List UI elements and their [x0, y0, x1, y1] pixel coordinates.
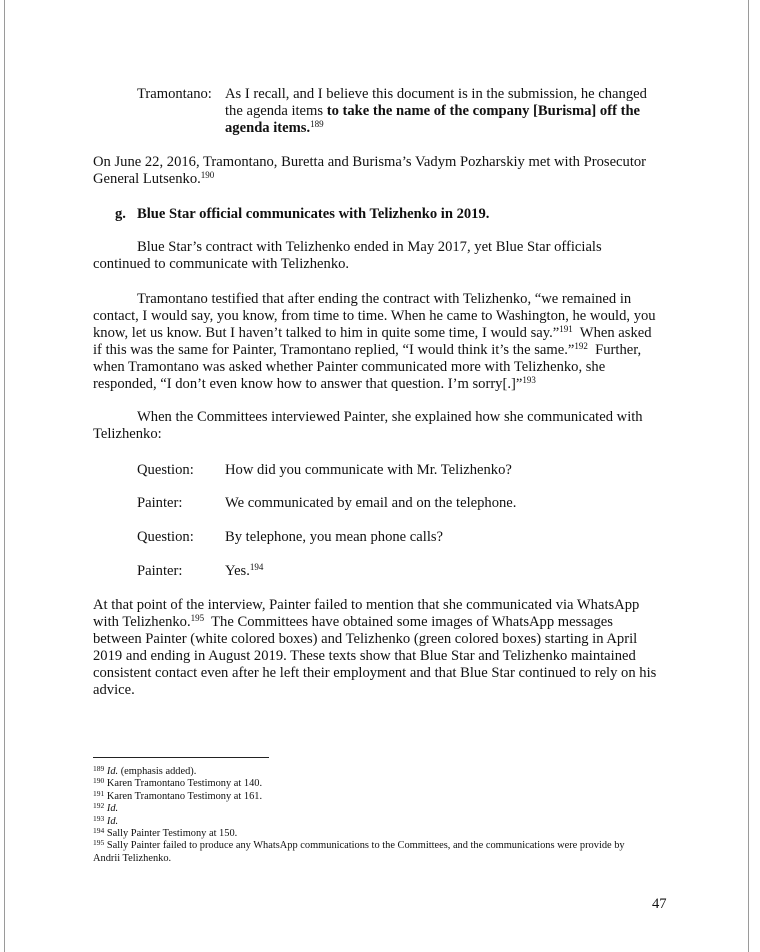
paragraph-line: Telizhenko: — [93, 426, 162, 442]
paragraph-line: continued to communicate with Telizhenko. — [93, 256, 350, 272]
footnote-item — [93, 803, 673, 815]
interview-answer: Yes. — [225, 563, 250, 579]
footnotes — [93, 766, 673, 865]
footnote-italic: Id. — [106, 803, 119, 815]
paragraph-testimony — [93, 291, 656, 393]
paragraph-whatsapp — [93, 597, 656, 699]
paragraph-line: 2019 and ending in August 2019. These texts show that Blue Star and Telizhenko maintained — [93, 648, 636, 664]
paragraph-contract — [93, 239, 602, 273]
paragraph-text: know, let us know. But I haven’t talked to him in quite some time, I would say.” — [93, 325, 560, 341]
quote-plain-text: the agenda items — [225, 103, 327, 119]
paragraph-line: Tramontano testified that after ending the contract with Telizhenko, “we remained in — [137, 291, 632, 307]
interview-text: How did you communicate with Mr. Telizhenko? — [225, 462, 512, 478]
footnote-ref-190: 190 — [200, 170, 215, 180]
footnote-item — [93, 778, 673, 790]
paragraph-text: Further, — [587, 342, 642, 358]
footnote-number: 190 — [93, 776, 105, 786]
footnote-ref-194: 194 — [249, 562, 264, 572]
paragraph-line — [93, 171, 646, 188]
paragraph-line: when Tramontano was asked whether Painter communicated more with Telizhenko, she — [93, 359, 606, 375]
quote-emphasis: to take the name of the company [Burisma] off the — [326, 103, 641, 119]
paragraph-line: Blue Star’s contract with Telizhenko ended in May 2017, yet Blue Star officials — [137, 239, 602, 255]
paragraph-line — [93, 325, 656, 342]
footnote-text: Karen Tramontano Testimony at 140. — [104, 778, 263, 790]
footnote-italic: Id. — [106, 766, 119, 777]
footnote-item — [93, 813, 673, 828]
paragraph-text: responded, “I don’t even know how to answer that question. I’m sorry[.]” — [93, 376, 523, 392]
footnote-number: 192 — [93, 801, 105, 811]
footnote-item — [93, 840, 673, 865]
footnote-number: 193 — [93, 813, 105, 823]
paragraph-line: between Painter (white colored boxes) and Telizhenko (green colored boxes) starting in April — [93, 631, 638, 647]
quote-line-2 — [225, 103, 647, 120]
interview-text: By telephone, you mean phone calls? — [225, 529, 444, 545]
footnote-text-continued: Andrii Telizhenko. — [93, 852, 172, 864]
footnote-text: Sally Painter failed to produce any WhatsApp communications to the Committees, and the communications were provide by — [104, 840, 625, 852]
footnote-number: 194 — [93, 826, 105, 836]
footnote-ref-191: 191 — [559, 324, 573, 334]
footnote-item — [93, 766, 673, 778]
interview-speaker: Question: — [137, 529, 194, 545]
interview-text — [225, 563, 263, 580]
footnote-italic: Id. — [106, 815, 119, 827]
footnote-number: 191 — [93, 788, 105, 798]
interview-speaker: Question: — [137, 462, 194, 478]
footnote-ref-195: 195 — [190, 613, 205, 623]
quote-speaker: Tramontano: — [137, 86, 212, 102]
quote-line-3 — [225, 120, 647, 137]
paragraph-meeting — [93, 154, 646, 188]
paragraph-line — [93, 376, 656, 393]
page-number: 47 — [652, 896, 667, 912]
footnote-ref-193: 193 — [522, 375, 536, 385]
paragraph-text: When asked — [572, 325, 652, 341]
paragraph-text: General Lutsenko. — [93, 171, 201, 187]
footnote-item — [93, 788, 673, 803]
paragraph-line — [93, 342, 656, 359]
paragraph-line: advice. — [93, 682, 135, 698]
paragraph-text: The Committees have obtained some images of WhatsApp messages — [204, 614, 613, 630]
section-heading: Blue Star official communicates with Telizhenko in 2019. — [137, 206, 490, 222]
interview-text: We communicated by email and on the telephone. — [225, 495, 517, 511]
footnote-text: Sally Painter Testimony at 150. — [104, 828, 238, 840]
paragraph-line: contact, I would say, you know, from time to time. When he came to Washington, he would, you — [93, 308, 656, 324]
section-letter: g. — [115, 206, 126, 222]
footnote-text: (emphasis added). — [118, 766, 197, 777]
footnote-text: Karen Tramontano Testimony at 161. — [104, 790, 263, 802]
quote-emphasis-end: agenda items. — [225, 120, 311, 136]
paragraph-line: When the Committees interviewed Painter, she explained how she communicated with — [137, 409, 643, 425]
paragraph-line: On June 22, 2016, Tramontano, Buretta and Burisma’s Vadym Pozharskiy met with Prosecutor — [93, 154, 647, 170]
interview-speaker: Painter: — [137, 495, 183, 511]
paragraph-committees — [93, 409, 643, 443]
paragraph-text: with Telizhenko. — [93, 614, 191, 630]
footnote-divider — [93, 757, 269, 758]
paragraph-text: if this was the same for Painter, Tramontano replied, “I would think it’s the same.” — [93, 342, 575, 358]
footnote-ref-189: 189 — [310, 119, 324, 129]
footnote-ref-192: 192 — [574, 341, 588, 351]
paragraph-line: consistent contact even after he left their employment and that Blue Star continued to rely on his — [93, 665, 657, 681]
footnote-number: 189 — [93, 764, 105, 773]
paragraph-line — [93, 614, 656, 631]
paragraph-line: At that point of the interview, Painter failed to mention that she communicated via WhatsApp — [93, 597, 640, 613]
quote-line-1: As I recall, and I believe this document is in the submission, he changed — [225, 86, 647, 102]
footnote-item — [93, 828, 673, 840]
footnote-number: 195 — [93, 838, 105, 848]
interview-speaker: Painter: — [137, 563, 183, 579]
quote-text — [225, 86, 647, 137]
